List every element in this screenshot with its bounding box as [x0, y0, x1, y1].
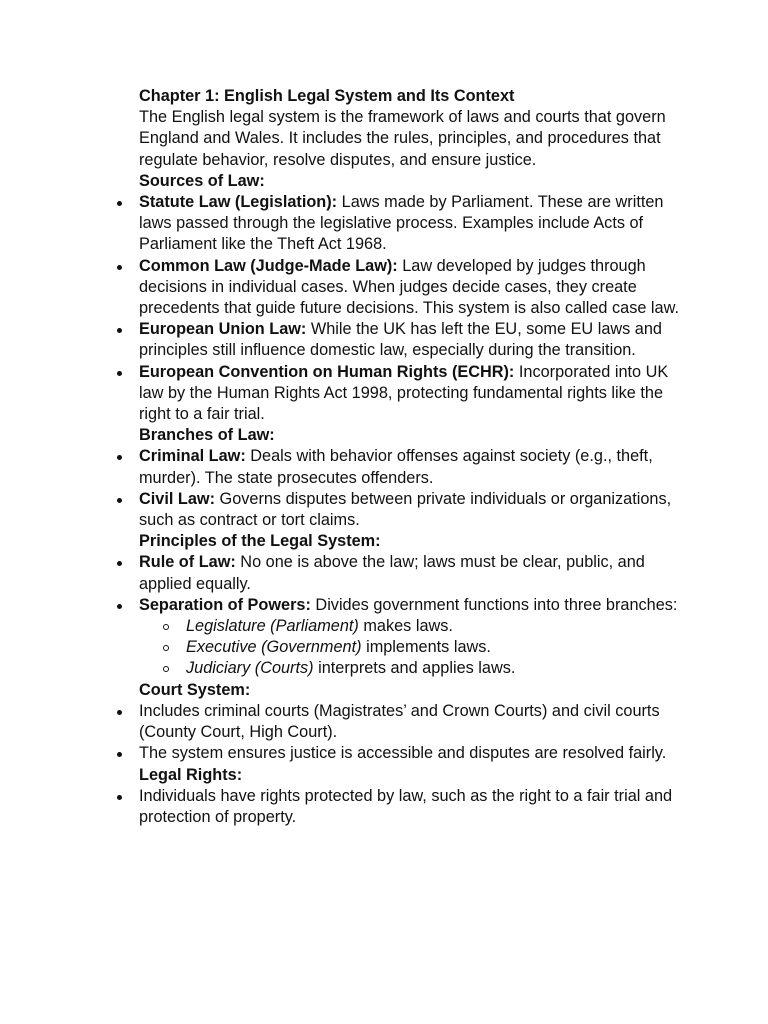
item-text: While the UK has left the EU, some EU laws and principles still influence domestic law, especially during the transition. [139, 320, 662, 360]
sources-heading: Sources of Law: [139, 171, 265, 190]
item-term: Civil Law: [139, 489, 215, 508]
branches-list [139, 446, 679, 531]
list-item [139, 362, 679, 426]
list-item [139, 595, 679, 680]
item-term: Criminal Law: [139, 447, 246, 466]
principles-heading: Principles of the Legal System: [139, 532, 381, 551]
sources-list [139, 192, 679, 425]
sub-item-text: makes laws. [358, 617, 453, 636]
list-item: The system ensures justice is accessible and disputes are resolved fairly. [139, 743, 679, 764]
courts-list [139, 701, 679, 765]
list-item: Individuals have rights protected by law, such as the right to a fair trial and protection of property. [139, 786, 679, 828]
item-term: European Union Law: [139, 320, 307, 339]
item-text: Governs disputes between private individuals or organizations, such as contract or tort claims. [139, 489, 672, 530]
principles-list [139, 552, 679, 679]
item-text: Deals with behavior offenses against society (e.g., theft, murder). The state prosecutes offenders. [139, 447, 653, 487]
courts-heading: Court System: [139, 680, 251, 699]
sub-list-item [186, 637, 679, 658]
item-text: Incorporated into UK law by the Human Rights Act 1998, protecting fundamental rights like the right to a fair trial. [139, 362, 669, 424]
item-term: Common Law (Judge-Made Law): [139, 256, 398, 275]
sub-item-term: Legislature (Parliament) [186, 617, 359, 636]
item-term: Statute Law (Legislation): [139, 193, 338, 212]
sub-list-item [186, 616, 679, 637]
branches-of-government-list [139, 616, 679, 680]
document-page [139, 86, 679, 828]
sub-item-text: implements laws. [361, 638, 491, 657]
sub-item-term: Judiciary (Courts) [186, 659, 314, 678]
rights-heading: Legal Rights: [139, 765, 243, 784]
item-text: Divides government functions into three branches: [310, 595, 678, 614]
branches-heading: Branches of Law: [139, 426, 275, 445]
intro-paragraph: The English legal system is the framework of laws and courts that govern England and Wales. It includes the rules, principles, and procedures that regulate behavior, resolve disputes, and ensure justice. [139, 108, 666, 169]
chapter-title: Chapter 1: English Legal System and Its Context [139, 87, 515, 105]
sub-list-item [186, 658, 679, 679]
sub-item-text: interprets and applies laws. [313, 659, 516, 678]
list-item [139, 489, 679, 531]
item-term: Separation of Powers: [139, 595, 311, 614]
sub-item-term: Executive (Government) [186, 638, 362, 657]
item-term: Rule of Law: [139, 553, 236, 572]
list-item [139, 552, 679, 594]
item-text: Laws made by Parliament. These are written laws passed through the legislative process. Examples include Acts of Parliament like the Theft Act 1968. [139, 193, 664, 254]
list-item [139, 256, 679, 320]
list-item [139, 446, 679, 488]
rights-list [139, 786, 679, 828]
item-term: European Convention on Human Rights (ECHR): [139, 362, 515, 381]
list-item [139, 319, 679, 361]
item-text: No one is above the law; laws must be clear, public, and applied equally. [139, 553, 645, 593]
list-item [139, 192, 679, 256]
item-text: Law developed by judges through decisions in individual cases. When judges decide cases, they create precedents that guide future decisions. This system is also called case law. [139, 256, 679, 318]
list-item: Includes criminal courts (Magistrates’ and Crown Courts) and civil courts (County Court, High Court). [139, 701, 679, 743]
